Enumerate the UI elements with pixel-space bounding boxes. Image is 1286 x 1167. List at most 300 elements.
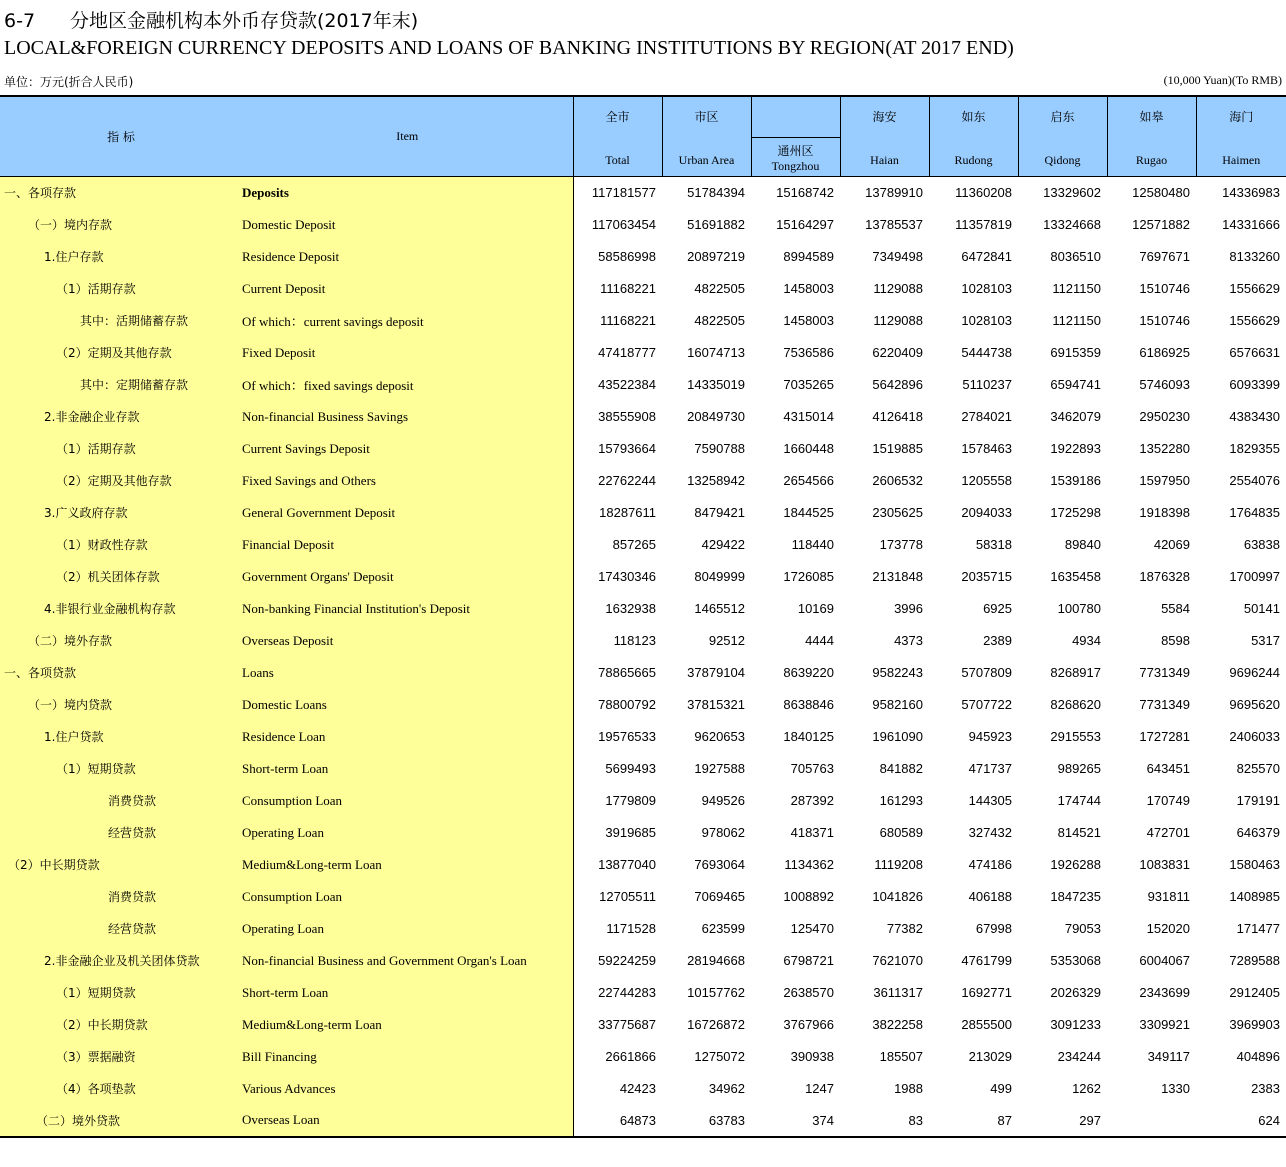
table-row [0, 497, 1286, 529]
cell-value: 64873 [619, 1112, 656, 1128]
cell-value: 2950230 [1139, 409, 1190, 424]
row-label-cn: （1）短期贷款 [0, 977, 242, 1009]
cell-value: 2343699 [1139, 985, 1190, 1000]
cell-value: 9695620 [1229, 697, 1280, 712]
row-label-en: Current Savings Deposit [242, 433, 573, 465]
row-label-en: Of which：fixed savings deposit [242, 369, 573, 401]
cell-value: 8479421 [694, 505, 745, 520]
cell-value: 5707722 [961, 697, 1012, 712]
row-label-cn: 经营贷款 [0, 913, 242, 945]
cell-value: 13324668 [1043, 217, 1101, 232]
cell-value: 4934 [1072, 633, 1101, 648]
row-label-cn: （3）票据融资 [0, 1041, 242, 1073]
cell-value: 8268620 [1050, 697, 1101, 712]
cell-value: 1408985 [1229, 889, 1280, 904]
cell-value: 37879104 [687, 665, 745, 680]
row-label-cn: （1）短期贷款 [0, 753, 242, 785]
cell-value: 1556629 [1229, 281, 1280, 296]
table-row [0, 1105, 1286, 1137]
cell-value: 8036510 [1050, 249, 1101, 264]
cell-value: 174744 [1057, 793, 1101, 808]
cell-value: 1510746 [1139, 313, 1190, 328]
cell-value: 3611317 [873, 985, 923, 1000]
cell-value: 471737 [968, 761, 1012, 776]
cell-value: 1119208 [874, 857, 923, 872]
row-label-en: Loans [242, 657, 573, 689]
cell-value: 949526 [701, 793, 745, 808]
row-label-en: Financial Deposit [242, 529, 573, 561]
table-row [0, 945, 1286, 977]
row-label-cn: （一）境内存款 [0, 209, 242, 241]
cell-value: 1692771 [961, 985, 1012, 1000]
cell-value: 1918398 [1139, 505, 1190, 520]
row-label-en: Non-financial Business and Government Organ's Loan [242, 945, 573, 977]
cell-value: 2638570 [783, 985, 834, 1000]
cell-value: 7693064 [694, 857, 745, 872]
cell-value: 50141 [1243, 601, 1280, 616]
header-urban: 市区 Urban Area [662, 96, 751, 177]
table-row [0, 337, 1286, 369]
cell-value: 5353068 [1050, 953, 1101, 968]
cell-value: 406188 [968, 889, 1012, 904]
table-row [0, 1073, 1286, 1105]
cell-value: 474186 [968, 857, 1012, 872]
table-row [0, 721, 1286, 753]
cell-value: 374 [812, 1112, 834, 1128]
row-label-cn: 1.住户存款 [0, 241, 242, 273]
cell-value: 2305625 [872, 505, 923, 520]
cell-value: 2784021 [961, 409, 1012, 424]
row-label-en: Residence Loan [242, 721, 573, 753]
cell-value: 22762244 [598, 473, 656, 488]
cell-value: 117063454 [591, 217, 656, 232]
cell-value: 83 [908, 1112, 923, 1128]
cell-value: 179191 [1236, 793, 1280, 808]
cell-value: 705763 [790, 761, 834, 776]
cell-value: 7731349 [1139, 697, 1190, 712]
cell-value: 8268917 [1050, 665, 1101, 680]
cell-value: 58318 [975, 537, 1012, 552]
row-label-en: Consumption Loan [242, 881, 573, 913]
cell-value: 1519885 [872, 441, 923, 456]
cell-value: 13329602 [1043, 185, 1101, 201]
cell-value: 1008892 [783, 889, 834, 904]
cell-value: 2035715 [961, 569, 1012, 584]
cell-value: 185507 [879, 1049, 923, 1064]
table-row [0, 401, 1286, 433]
cell-value: 9620653 [694, 729, 745, 744]
row-label-en: Fixed Deposit [242, 337, 573, 369]
row-label-en: Consumption Loan [242, 785, 573, 817]
data-table [0, 95, 1286, 1138]
cell-value: 1129088 [873, 281, 923, 296]
table-code: 6-7 [4, 10, 36, 32]
row-label-cn: 2.非金融企业存款 [0, 401, 242, 433]
cell-value: 6472841 [961, 249, 1012, 264]
row-label-en: Various Advances [242, 1073, 573, 1105]
cell-value: 643451 [1146, 761, 1190, 776]
cell-value: 7590788 [694, 441, 745, 456]
cell-value: 297 [1079, 1112, 1101, 1128]
cell-value: 4822505 [694, 313, 745, 328]
cell-value: 1764835 [1229, 505, 1280, 520]
cell-value: 117181577 [591, 185, 656, 201]
cell-value: 1028103 [961, 313, 1012, 328]
cell-value: 3462079 [1050, 409, 1101, 424]
header-haian: 海安 Haian [840, 96, 929, 177]
row-label-en: Domestic Loans [242, 689, 573, 721]
cell-value: 38555908 [598, 409, 656, 424]
cell-value: 1779809 [605, 793, 656, 808]
unit-label-en: (10,000 Yuan)(To RMB) [1163, 73, 1282, 87]
page-title-en: LOCAL&FOREIGN CURRENCY DEPOSITS AND LOANS OF BANKING INSTITUTIONS BY REGION(AT 2017 END) [4, 37, 1014, 59]
cell-value: 2606532 [872, 473, 923, 488]
cell-value: 10169 [797, 601, 834, 616]
table-row [0, 209, 1286, 241]
cell-value: 3091233 [1050, 1017, 1101, 1032]
cell-value: 3822258 [872, 1017, 923, 1032]
cell-value: 1926288 [1050, 857, 1101, 872]
row-label-en: General Government Deposit [242, 497, 573, 529]
cell-value: 7289588 [1229, 953, 1280, 968]
row-label-en: Operating Loan [242, 913, 573, 945]
cell-value: 161293 [879, 793, 923, 808]
row-label-cn: 3.广义政府存款 [0, 497, 242, 529]
cell-value: 118123 [613, 633, 656, 648]
cell-value: 7536586 [783, 345, 834, 360]
cell-value: 28194668 [687, 953, 745, 968]
cell-value: 7697671 [1139, 249, 1190, 264]
cell-value: 16074713 [687, 345, 745, 360]
row-label-cn: （1）活期存款 [0, 433, 242, 465]
cell-value: 1510746 [1139, 281, 1190, 296]
cell-value: 418371 [790, 825, 834, 840]
cell-value: 1840125 [783, 729, 834, 744]
cell-value: 5707809 [961, 665, 1012, 680]
cell-value: 3309921 [1139, 1017, 1190, 1032]
cell-value: 171477 [1236, 921, 1280, 936]
cell-value: 3996 [894, 601, 923, 616]
table-row [0, 305, 1286, 337]
cell-value: 47418777 [598, 345, 656, 360]
cell-value: 287392 [790, 793, 834, 808]
cell-value: 1134362 [784, 857, 834, 872]
cell-value: 1129088 [873, 313, 923, 328]
cell-value: 2131848 [872, 569, 923, 584]
cell-value: 10157762 [687, 985, 745, 1000]
cell-value: 1961090 [872, 729, 923, 744]
cell-value: 6093399 [1229, 377, 1280, 392]
cell-value: 118440 [791, 537, 834, 552]
cell-value: 1083831 [1139, 857, 1190, 872]
cell-value: 78865665 [598, 665, 656, 680]
cell-value: 13785537 [865, 217, 923, 232]
table-row [0, 593, 1286, 625]
cell-value: 13258942 [687, 473, 745, 488]
cell-value: 8049999 [694, 569, 745, 584]
row-label-en: Bill Financing [242, 1041, 573, 1073]
table-row [0, 1041, 1286, 1073]
cell-value: 20849730 [687, 409, 745, 424]
row-label-cn: 经营贷款 [0, 817, 242, 849]
table-row [0, 1009, 1286, 1041]
cell-value: 1700997 [1229, 569, 1280, 584]
cell-value: 2912405 [1229, 985, 1280, 1000]
cell-value: 42069 [1153, 537, 1190, 552]
cell-value: 2406033 [1229, 729, 1280, 744]
row-label-cn: 其中：定期储蓄存款 [0, 369, 242, 401]
cell-value: 978062 [701, 825, 745, 840]
row-label-en: Government Organs' Deposit [242, 561, 573, 593]
cell-value: 1632938 [605, 601, 656, 616]
row-label-en: Overseas Deposit [242, 625, 573, 657]
row-label-cn: 4.非银行业金融机构存款 [0, 593, 242, 625]
cell-value: 6798721 [783, 953, 834, 968]
cell-value: 931811 [1147, 889, 1190, 904]
cell-value: 19576533 [598, 729, 656, 744]
cell-value: 12571882 [1132, 217, 1190, 232]
cell-value: 1539186 [1050, 473, 1101, 488]
cell-value: 8994589 [783, 249, 834, 264]
cell-value: 11168221 [600, 313, 656, 328]
row-label-en: Fixed Savings and Others [242, 465, 573, 497]
table-row [0, 433, 1286, 465]
cell-value: 5110237 [962, 377, 1012, 392]
cell-value: 78800792 [598, 697, 656, 712]
cell-value: 5746093 [1139, 377, 1190, 392]
header-haimen: 海门 Haimen [1196, 96, 1286, 177]
row-label-cn: 消费贷款 [0, 785, 242, 817]
cell-value: 2661866 [605, 1049, 656, 1064]
cell-value: 1171528 [606, 921, 656, 936]
cell-value: 6915359 [1050, 345, 1101, 360]
row-label-en: Medium&Long-term Loan [242, 1009, 573, 1041]
cell-value: 33775687 [598, 1017, 656, 1032]
cell-value: 11360208 [955, 185, 1012, 201]
cell-value: 1927588 [694, 761, 745, 776]
table-row [0, 785, 1286, 817]
row-label-en: Medium&Long-term Loan [242, 849, 573, 881]
row-label-en: Short-term Loan [242, 753, 573, 785]
row-label-cn: （1）活期存款 [0, 273, 242, 305]
cell-value: 5317 [1251, 633, 1280, 648]
cell-value: 1725298 [1050, 505, 1101, 520]
cell-value: 4761799 [961, 953, 1012, 968]
cell-value: 12705511 [599, 889, 656, 904]
cell-value: 814521 [1057, 825, 1101, 840]
cell-value: 20897219 [687, 249, 745, 264]
cell-value: 63838 [1243, 537, 1280, 552]
row-label-en: Of which：current savings deposit [242, 305, 573, 337]
cell-value: 5642896 [872, 377, 923, 392]
cell-value: 59224259 [598, 953, 656, 968]
cell-value: 8639220 [783, 665, 834, 680]
row-label-cn: （二）境外贷款 [0, 1105, 242, 1137]
cell-value: 42423 [619, 1081, 656, 1096]
cell-value: 92512 [708, 633, 745, 648]
cell-value: 89840 [1064, 537, 1101, 552]
cell-value: 22744283 [598, 985, 656, 1000]
cell-value: 624 [1258, 1112, 1280, 1128]
cell-value: 4315014 [783, 409, 834, 424]
table-row [0, 817, 1286, 849]
cell-value: 1988 [894, 1081, 923, 1096]
cell-value: 2654566 [783, 473, 834, 488]
cell-value: 43522384 [598, 377, 656, 392]
row-label-en: Current Deposit [242, 273, 573, 305]
cell-value: 7349498 [872, 249, 923, 264]
table-row [0, 689, 1286, 721]
row-label-en: Overseas Loan [242, 1105, 573, 1137]
cell-value: 623599 [701, 921, 745, 936]
table-row [0, 625, 1286, 657]
cell-value: 16726872 [687, 1017, 745, 1032]
cell-value: 3969903 [1229, 1017, 1280, 1032]
cell-value: 4444 [805, 633, 834, 648]
row-label-en: Non-financial Business Savings [242, 401, 573, 433]
table-row [0, 177, 1286, 209]
cell-value: 12580480 [1132, 185, 1190, 201]
cell-value: 213029 [968, 1049, 1012, 1064]
table-row [0, 849, 1286, 881]
cell-value: 51784394 [687, 185, 745, 201]
cell-value: 1458003 [783, 313, 834, 328]
row-label-cn: （1）财政性存款 [0, 529, 242, 561]
cell-value: 6186925 [1139, 345, 1190, 360]
header-item: Item [242, 96, 573, 177]
cell-value: 8598 [1161, 633, 1190, 648]
cell-value: 6594741 [1050, 377, 1101, 392]
row-label-en: Non-banking Financial Institution's Deposit [242, 593, 573, 625]
cell-value: 17430346 [598, 569, 656, 584]
header-rudong: 如东 Rudong [929, 96, 1018, 177]
cell-value: 1458003 [783, 281, 834, 296]
cell-value: 1262 [1072, 1081, 1101, 1096]
cell-value: 170749 [1146, 793, 1190, 808]
cell-value: 2383 [1251, 1081, 1280, 1096]
header-total: 全市 Total [573, 96, 662, 177]
header-tongzhou-top [751, 96, 840, 138]
row-label-cn: 一、各项存款 [0, 177, 242, 209]
cell-value: 1275072 [694, 1049, 745, 1064]
table-row [0, 465, 1286, 497]
row-label-cn: （一）境内贷款 [0, 689, 242, 721]
cell-value: 1597950 [1139, 473, 1190, 488]
cell-value: 11357819 [955, 217, 1012, 232]
cell-value: 1556629 [1229, 313, 1280, 328]
cell-value: 7069465 [694, 889, 745, 904]
cell-value: 327432 [968, 825, 1012, 840]
cell-value: 1578463 [961, 441, 1012, 456]
header-rugao: 如皋 Rugao [1107, 96, 1196, 177]
cell-value: 2554076 [1229, 473, 1280, 488]
cell-value: 1922893 [1050, 441, 1101, 456]
cell-value: 1847235 [1050, 889, 1101, 904]
cell-value: 857265 [612, 537, 656, 552]
cell-value: 58586998 [598, 249, 656, 264]
cell-value: 9582160 [872, 697, 923, 712]
cell-value: 9582243 [872, 665, 923, 680]
cell-value: 472701 [1146, 825, 1190, 840]
row-label-cn: （二）境外存款 [0, 625, 242, 657]
cell-value: 1580463 [1229, 857, 1280, 872]
cell-value: 1121150 [1052, 281, 1101, 296]
cell-value: 2094033 [961, 505, 1012, 520]
cell-value: 1465512 [694, 601, 745, 616]
header-qidong: 启东 Qidong [1018, 96, 1107, 177]
row-label-cn: 1.住户贷款 [0, 721, 242, 753]
cell-value: 15164297 [776, 217, 834, 232]
table-row [0, 529, 1286, 561]
table-row [0, 273, 1286, 305]
cell-value: 1727281 [1139, 729, 1190, 744]
cell-value: 152020 [1146, 921, 1190, 936]
cell-value: 9696244 [1229, 665, 1280, 680]
row-label-en: Residence Deposit [242, 241, 573, 273]
cell-value: 87 [997, 1112, 1012, 1128]
cell-value: 234244 [1057, 1049, 1101, 1064]
cell-value: 2026329 [1050, 985, 1101, 1000]
cell-value: 51691882 [687, 217, 745, 232]
cell-value: 1660448 [783, 441, 834, 456]
table-row [0, 977, 1286, 1009]
table-row [0, 561, 1286, 593]
table-row [0, 913, 1286, 945]
unit-label-cn: 单位：万元(折合人民币) [4, 75, 134, 89]
cell-value: 14331666 [1222, 217, 1280, 232]
table-row [0, 753, 1286, 785]
cell-value: 825570 [1236, 761, 1280, 776]
cell-value: 5584 [1161, 601, 1190, 616]
cell-value: 945923 [968, 729, 1012, 744]
cell-value: 8133260 [1229, 249, 1280, 264]
cell-value: 173778 [879, 537, 923, 552]
cell-value: 79053 [1064, 921, 1101, 936]
cell-value: 6004067 [1139, 953, 1190, 968]
cell-value: 1121150 [1052, 313, 1101, 328]
cell-value: 1829355 [1229, 441, 1280, 456]
cell-value [1107, 1105, 1196, 1137]
cell-value: 4126418 [872, 409, 923, 424]
table-row [0, 881, 1286, 913]
cell-value: 2855500 [961, 1017, 1012, 1032]
page-title-cn [4, 6, 418, 33]
cell-value: 4383430 [1229, 409, 1280, 424]
row-label-cn: 2.非金融企业及机关团体贷款 [0, 945, 242, 977]
cell-value: 680589 [879, 825, 923, 840]
row-label-cn: （2）中长期贷款 [0, 849, 242, 881]
cell-value: 1028103 [961, 281, 1012, 296]
row-label-cn: 一、各项贷款 [0, 657, 242, 689]
cell-value: 2389 [983, 633, 1012, 648]
cell-value: 989265 [1057, 761, 1101, 776]
cell-value: 100780 [1057, 601, 1101, 616]
cell-value: 1726085 [783, 569, 834, 584]
cell-value: 5699493 [605, 761, 656, 776]
cell-value: 63783 [708, 1112, 745, 1128]
cell-value: 1041826 [872, 889, 923, 904]
row-label-cn: 消费贷款 [0, 881, 242, 913]
cell-value: 125470 [790, 921, 834, 936]
row-label-cn: （2）中长期贷款 [0, 1009, 242, 1041]
cell-value: 1330 [1161, 1081, 1190, 1096]
cell-value: 14336983 [1222, 185, 1280, 201]
cell-value: 18287611 [599, 505, 656, 520]
cell-value: 67998 [975, 921, 1012, 936]
cell-value: 349117 [1147, 1049, 1190, 1064]
cell-value: 6925 [983, 601, 1012, 616]
cell-value: 7621070 [872, 953, 923, 968]
